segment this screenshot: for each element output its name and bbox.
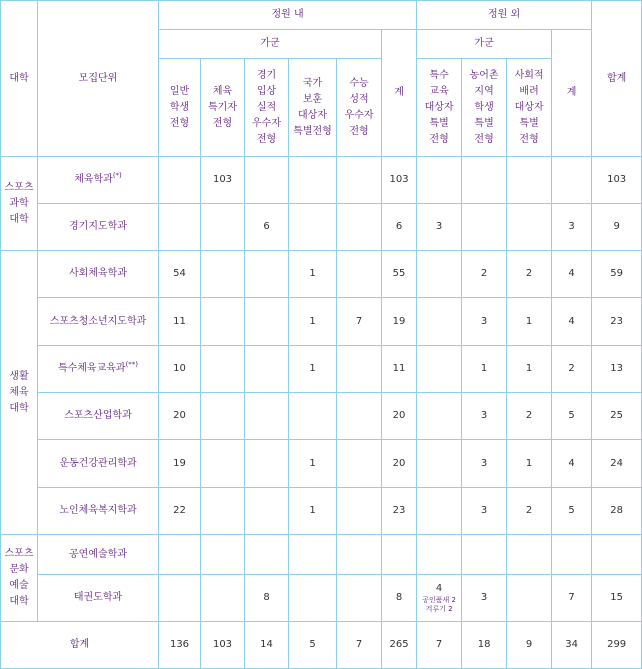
cell-csat — [337, 440, 382, 488]
cell-social: 2 — [507, 251, 552, 298]
cell-csat — [337, 535, 382, 575]
cell-rural: 3 — [462, 440, 507, 488]
cell-special-ed: 3 — [417, 204, 462, 251]
cell-subtotal-within: 20 — [382, 440, 417, 488]
header-subtotal-within: 계 — [382, 30, 417, 157]
table-row — [1, 346, 642, 393]
cell-award — [245, 346, 289, 393]
cell-athletic — [201, 393, 245, 440]
cell-rural — [462, 204, 507, 251]
header-competition-award: 경기 입상 실적 우수자 전형 — [245, 59, 289, 157]
cell-award — [245, 157, 289, 204]
cell-athletic — [201, 204, 245, 251]
college-sports-science: 스포츠 과학 대학 — [1, 157, 38, 251]
cell-general — [159, 204, 201, 251]
cell-special-ed — [417, 346, 462, 393]
cell-special-ed — [417, 575, 462, 622]
cell-veterans: 1 — [289, 488, 337, 535]
header-gagun-outside: 가군 — [417, 30, 552, 59]
cell-subtotal-within: 6 — [382, 204, 417, 251]
header-csat-excellence: 수능 성적 우수자 전형 — [337, 59, 382, 157]
cell-rural: 3 — [462, 575, 507, 622]
cell-athletic — [201, 298, 245, 346]
total-special-ed: 7 — [417, 622, 462, 669]
cell-rural: 2 — [462, 251, 507, 298]
table-row — [1, 204, 642, 251]
header-subtotal-outside: 계 — [552, 30, 592, 157]
cell-csat — [337, 488, 382, 535]
cell-social — [507, 575, 552, 622]
cell-social — [507, 204, 552, 251]
unit-name: 노인체육복지학과 — [38, 488, 159, 535]
cell-athletic: 103 — [201, 157, 245, 204]
total-subtotal-outside: 34 — [552, 622, 592, 669]
cell-total: 15 — [592, 575, 642, 622]
cell-subtotal-outside: 4 — [552, 298, 592, 346]
table-row — [1, 440, 642, 488]
cell-veterans — [289, 157, 337, 204]
cell-special-ed — [417, 298, 462, 346]
cell-general — [159, 157, 201, 204]
cell-social: 2 — [507, 393, 552, 440]
cell-subtotal-within: 11 — [382, 346, 417, 393]
cell-subtotal-outside: 5 — [552, 488, 592, 535]
cell-social: 1 — [507, 346, 552, 393]
total-general: 136 — [159, 622, 201, 669]
header-veterans-special: 국가 보훈 대상자 특별전형 — [289, 59, 337, 157]
cell-subtotal-outside — [552, 157, 592, 204]
unit-name: 사회체육학과 — [38, 251, 159, 298]
total-social: 9 — [507, 622, 552, 669]
cell-social — [507, 157, 552, 204]
totals-label: 합계 — [1, 622, 159, 669]
header-unit: 모집단위 — [38, 1, 159, 157]
unit-name: 체육학과(*) — [38, 157, 159, 204]
cell-total: 13 — [592, 346, 642, 393]
unit-name: 운동건강관리학과 — [38, 440, 159, 488]
total-veterans: 5 — [289, 622, 337, 669]
cell-award: 6 — [245, 204, 289, 251]
unit-name: 스포츠청소년지도학과 — [38, 298, 159, 346]
cell-athletic — [201, 346, 245, 393]
cell-special-ed — [417, 440, 462, 488]
cell-athletic — [201, 488, 245, 535]
cell-rural: 3 — [462, 393, 507, 440]
total-subtotal-within: 265 — [382, 622, 417, 669]
cell-total: 25 — [592, 393, 642, 440]
table-row — [1, 251, 642, 298]
cell-special-ed — [417, 488, 462, 535]
cell-veterans: 1 — [289, 251, 337, 298]
header-gagun-within: 가군 — [159, 30, 382, 59]
unit-name: 경기지도학과 — [38, 204, 159, 251]
cell-general — [159, 575, 201, 622]
cell-total: 24 — [592, 440, 642, 488]
cell-subtotal-outside: 4 — [552, 440, 592, 488]
cell-subtotal-within: 19 — [382, 298, 417, 346]
cell-subtotal-outside — [552, 535, 592, 575]
totals-row — [1, 622, 642, 669]
cell-veterans: 1 — [289, 346, 337, 393]
table-row — [1, 157, 642, 204]
cell-rural: 1 — [462, 346, 507, 393]
total-grand: 299 — [592, 622, 642, 669]
cell-subtotal-within: 20 — [382, 393, 417, 440]
unit-name: 특수체육교육과(**) — [38, 346, 159, 393]
college-lifetime-sports: 생활 체육 대학 — [1, 251, 38, 535]
table-row — [1, 535, 642, 575]
total-rural: 18 — [462, 622, 507, 669]
cell-special-ed — [417, 251, 462, 298]
cell-total: 28 — [592, 488, 642, 535]
cell-award: 8 — [245, 575, 289, 622]
table-row — [1, 488, 642, 535]
table-row — [1, 575, 642, 622]
cell-rural: 3 — [462, 298, 507, 346]
cell-social — [507, 535, 552, 575]
cell-general: 20 — [159, 393, 201, 440]
cell-social: 1 — [507, 298, 552, 346]
cell-subtotal-outside: 7 — [552, 575, 592, 622]
cell-athletic — [201, 440, 245, 488]
college-sports-culture-arts: 스포츠 문화 예술 대학 — [1, 535, 38, 622]
cell-special-ed — [417, 393, 462, 440]
header-general-admission: 일반 학생 전형 — [159, 59, 201, 157]
cell-general: 11 — [159, 298, 201, 346]
special-ed-note-poomsae: 공인품새 2 — [422, 596, 456, 604]
header-athletic-talent: 체육 특기자 전형 — [201, 59, 245, 157]
cell-veterans: 1 — [289, 298, 337, 346]
cell-special-ed — [417, 535, 462, 575]
cell-veterans: 1 — [289, 440, 337, 488]
table-row — [1, 298, 642, 346]
cell-rural — [462, 535, 507, 575]
header-rural-students: 농어촌 지역 학생 특별 전형 — [462, 59, 507, 157]
cell-csat — [337, 575, 382, 622]
cell-veterans — [289, 204, 337, 251]
special-ed-count: 4 — [435, 583, 443, 594]
cell-subtotal-within: 23 — [382, 488, 417, 535]
cell-social: 2 — [507, 488, 552, 535]
cell-social: 1 — [507, 440, 552, 488]
cell-csat — [337, 157, 382, 204]
unit-name: 공연예술학과 — [38, 535, 159, 575]
header-special-education: 특수 교육 대상자 특별 전형 — [417, 59, 462, 157]
cell-general: 19 — [159, 440, 201, 488]
cell-subtotal-within: 103 — [382, 157, 417, 204]
unit-name: 태권도학과 — [38, 575, 159, 622]
cell-subtotal-within: 55 — [382, 251, 417, 298]
cell-award — [245, 298, 289, 346]
cell-general: 22 — [159, 488, 201, 535]
header-within-quota: 정원 내 — [159, 1, 417, 30]
cell-subtotal-outside: 3 — [552, 204, 592, 251]
cell-special-ed — [417, 157, 462, 204]
cell-general — [159, 535, 201, 575]
cell-total: 103 — [592, 157, 642, 204]
special-ed-note-sparring: 겨루기 2 — [425, 605, 453, 613]
header-grand-total: 합계 — [592, 1, 642, 157]
header-social-consideration: 사회적 배려 대상자 특별 전형 — [507, 59, 552, 157]
total-athletic: 103 — [201, 622, 245, 669]
header-college: 대학 — [1, 1, 38, 157]
cell-total: 9 — [592, 204, 642, 251]
cell-award — [245, 440, 289, 488]
cell-csat: 7 — [337, 298, 382, 346]
total-csat: 7 — [337, 622, 382, 669]
cell-total — [592, 535, 642, 575]
cell-award — [245, 535, 289, 575]
cell-award — [245, 251, 289, 298]
cell-athletic — [201, 251, 245, 298]
cell-total: 23 — [592, 298, 642, 346]
cell-veterans — [289, 575, 337, 622]
total-award: 14 — [245, 622, 289, 669]
unit-name: 스포츠산업학과 — [38, 393, 159, 440]
cell-award — [245, 393, 289, 440]
cell-total: 59 — [592, 251, 642, 298]
cell-csat — [337, 204, 382, 251]
cell-general: 54 — [159, 251, 201, 298]
cell-subtotal-within — [382, 535, 417, 575]
cell-csat — [337, 251, 382, 298]
cell-rural — [462, 157, 507, 204]
header-outside-quota: 정원 외 — [417, 1, 592, 30]
cell-csat — [337, 393, 382, 440]
cell-award — [245, 488, 289, 535]
cell-csat — [337, 346, 382, 393]
cell-rural: 3 — [462, 488, 507, 535]
table-row — [1, 393, 642, 440]
cell-subtotal-outside: 5 — [552, 393, 592, 440]
cell-veterans — [289, 393, 337, 440]
cell-general: 10 — [159, 346, 201, 393]
cell-subtotal-within: 8 — [382, 575, 417, 622]
cell-athletic — [201, 575, 245, 622]
cell-subtotal-outside: 4 — [552, 251, 592, 298]
cell-subtotal-outside: 2 — [552, 346, 592, 393]
cell-athletic — [201, 535, 245, 575]
cell-veterans — [289, 535, 337, 575]
